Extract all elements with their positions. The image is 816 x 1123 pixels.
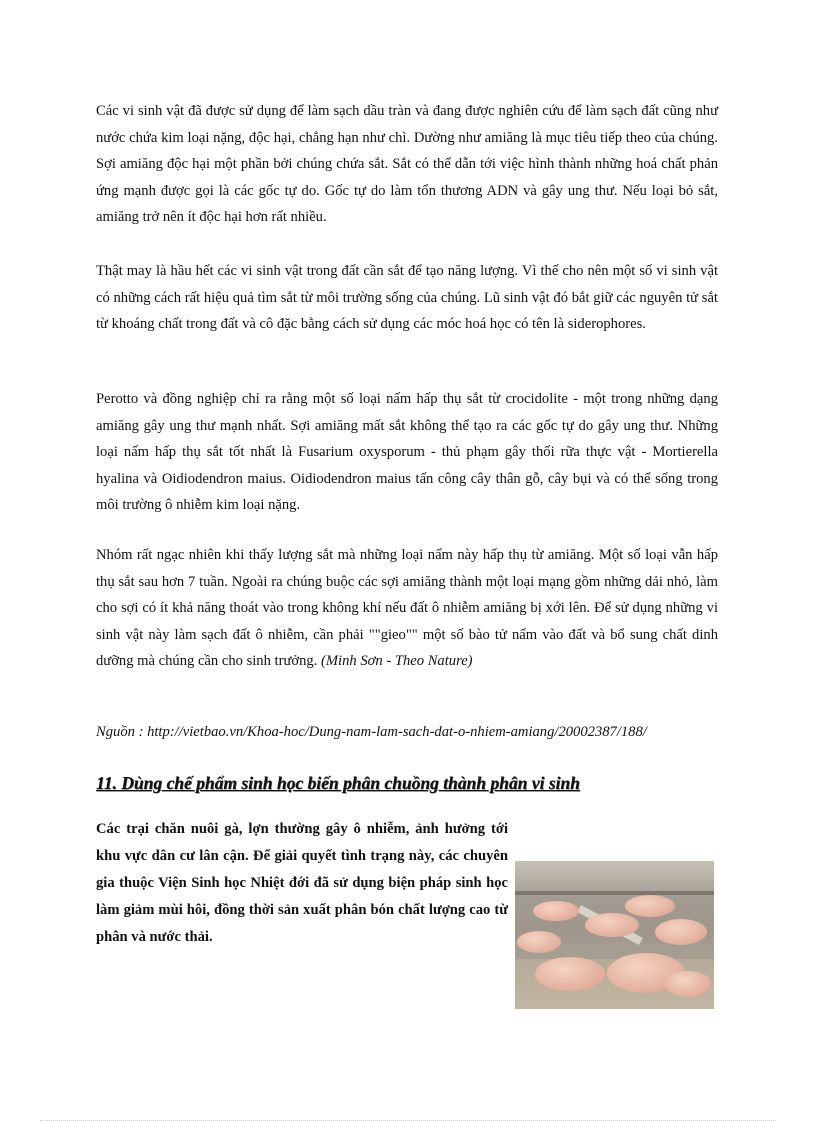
pig [585,913,639,937]
pig [665,971,711,997]
pen-wall [515,861,714,893]
paragraph-2: Thật may là hầu hết các vi sinh vật trong đất cần sắt để tạo năng lượng. Vì thế cho nên một số vi sinh vật có những cách rất hiệu quả tìm sắt từ môi trường sống của chúng. Lũ sinh vật đó bắt giữ các nguyên tử sắt từ khoáng chất trong đất và cô đặc bằng cách sử dụng các móc hoá học có tên là siderophores. [96,263,718,332]
pig [533,901,579,921]
pig [517,931,561,953]
page-bottom-rule [40,1120,776,1121]
paragraph-1: Các vi sinh vật đã được sử dụng để làm sạch dầu tràn và đang được nghiên cứu để làm sạch đất cũng như nước chứa kim loại nặng, độc hại, chẳng hạn như chì. Dường như amiăng là mục tiêu tiếp theo của chúng. Sợi amiăng độc hại một phần bởi chúng chứa sắt. Sắt có thể dẫn tới việc hình thành những hoá chất phản ứng mạnh được gọi là các gốc tự do. Gốc tự do làm tổn thương ADN và gây ung thư. Nếu loại bỏ sắt, amiăng trở nên ít độc hại hơn rất nhiều. [96,103,718,225]
pig [655,919,707,945]
pen-rail [515,891,714,895]
pig [535,957,605,991]
paragraph-4 [96,542,718,675]
section-lead-paragraph: Các trại chăn nuôi gà, lợn thường gây ô nhiễm, ảnh hưởng tới khu vực dân cư lân cận. Để giải quyết tình trạng này, các chuyên gia thuộc Viện Sinh học Nhiệt đới đã sử dụng biện pháp sinh học làm giảm mùi hôi, đồng thời sản xuất phân bón chất lượng cao từ phân và nước thải. [96,821,508,945]
paragraph-3: Perotto và đồng nghiệp chỉ ra rằng một số loại nấm hấp thụ sắt từ crocidolite - một trong những dạng amiăng gây ung thư mạnh nhất. Sợi amiăng mất sắt không thể tạo ra các gốc tự do gây ung thư. Những loại nấm hấp thụ sắt tốt nhất là Fusarium oxysporum - thủ phạm gây thối rữa thực vật - Mortierella hyalina và Oidiodendron maius. Oidiodendron maius tấn công cây thân gỗ, cây bụi và có thể sống trong môi trường ô nhiễm kim loại nặng. [96,391,718,513]
source-link[interactable]: Nguồn : http://vietbao.vn/Khoa-hoc/Dung-nam-lam-sach-dat-o-nhiem-amiang/20002387/188/ [96,724,647,740]
paragraph-4-text: Nhóm rất ngạc nhiên khi thấy lượng sắt mà những loại nấm này hấp thụ từ amiăng. Một số loại vẫn hấp thụ sắt sau hơn 7 tuần. Ngoài ra chúng buộc các sợi amiăng thành một loại mạng gồm những dải nhỏ, làm cho sợi có ít khả năng thoát vào trong không khí nếu đất ô nhiễm amiăng bị xới lên. Để sử dụng những vi sinh vật này làm sạch đất ô nhiễm, cần phải ""gieo"" một số bào tử nấm vào đất và bổ sung chất dinh dưỡng mà chúng cần cho sinh trưởng. [96,547,718,669]
citation: (Minh Sơn - Theo Nature) [321,653,473,669]
pig [625,895,675,917]
section-heading: 11. Dùng chế phẩm sinh học biến phân chuồng thành phân vi sinh [96,773,580,793]
pigs-photo [515,861,714,1009]
